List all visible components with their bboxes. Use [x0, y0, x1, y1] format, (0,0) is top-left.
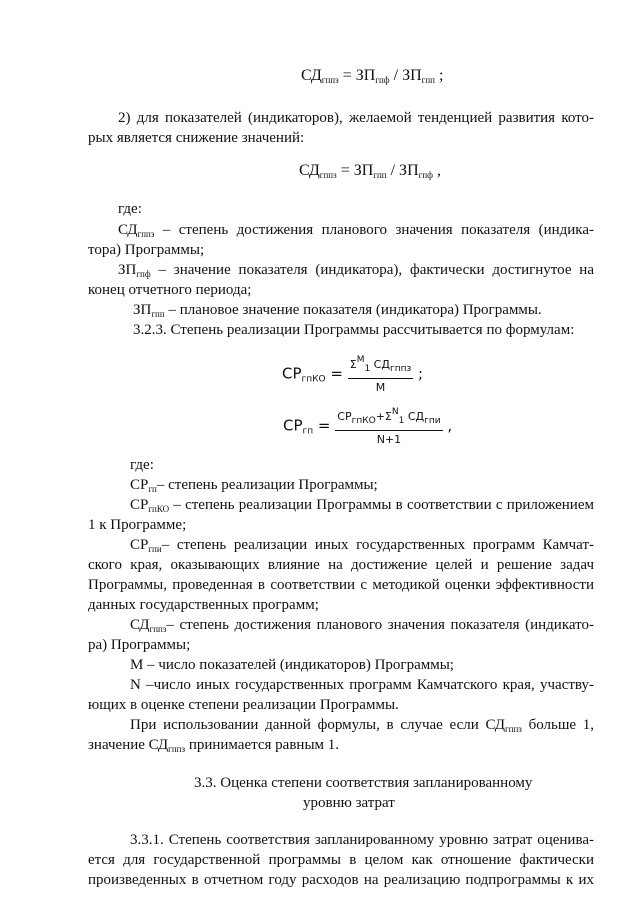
definition-n-line2: ющих в оценке степени реализации Программы. — [88, 697, 399, 713]
paragraph-3-2-3: 3.2.3. Степень реализации Программы рассчитывается по формулам: — [133, 322, 575, 338]
formula-cr-gp-fraction: $\frac{СР_{гпКО}+\Sigma^N_1 СД_{гпи}}{N+1}$ — [335, 404, 442, 448]
definition-sd-gppz-line2: ра) Программы; — [88, 637, 191, 653]
definition-sd-line2: тора) Программы; — [88, 242, 205, 258]
definition-cr-gpko-line1: $СР_{гпКО}$ – степень реализации Программы в соответствии с приложением — [130, 497, 594, 514]
paragraph-3-3-1-line1: 3.3.1. Степень соответствия запланированному уровню затрат оценива- — [130, 832, 594, 848]
formula-cr-gpko: $СР_{гпКО}$ = $\frac{\Sigma^M_1 СД_{гппз}}{M}$ ; — [282, 352, 423, 396]
paragraph-3-3-1-line3: произведенных в отчетном году расходов на реализацию подпрограммы к их — [88, 872, 594, 888]
definition-sd-gppz-line1: $СД_{гппз}-$ степень достижения планового значения показателя (индикато- — [130, 617, 594, 634]
paragraph-2-line2: рых является снижение значений: — [88, 130, 305, 146]
definition-cr-gp: $СР_{гп}-$ степень реализации Программы; — [130, 477, 378, 494]
paragraph-3-3-1-line2: ется для государственной программы в целом как отношение фактически — [88, 852, 594, 868]
definition-n-line1: N –число иных государственных программ Камчатского края, участву- — [130, 677, 594, 693]
definition-cr-gpi-line1: $СР_{гпи}-$ степень реализации иных государственных программ Камчат- — [130, 537, 594, 554]
formula-sd-inverse: $СД_{гппз} = ЗП_{гпп} / ЗП_{гпф}$ , — [299, 162, 441, 180]
section-3-3-title-line1: 3.3. Оценка степени соответствия запланированному — [194, 775, 533, 791]
definition-cr-gpi-line2: ского края, оказывающих влияние на достижение целей и решение задач — [88, 557, 594, 573]
definition-cr-gpi-line3: Программы, проведенная в соответствии с методикой оценки эффективности — [88, 577, 594, 593]
definition-sd-line1: $СД_{гппз}$ – степень достижения планового значения показателя (индика- — [118, 222, 594, 239]
note-line1: При использовании данной формулы, в случае если $СД_{гппз}$ больше 1, — [130, 717, 595, 734]
definition-cr-gpi-line4: данных государственных программ; — [88, 597, 319, 613]
definition-zpf-line1: $ЗП_{гпф}$ – значение показателя (индикатора), фактически достигнутое на — [118, 262, 594, 279]
definition-cr-gpko-line2: 1 к Программе; — [88, 517, 187, 533]
formula-cr-gpko-fraction: $\frac{\Sigma^M_1 СД_{гппз}}{M}$ — [348, 352, 414, 396]
definition-zpp: $ЗП_{гпп}$ – плановое значение показателя (индикатора) Программы. — [133, 302, 542, 319]
where-label-1: где: — [118, 201, 142, 217]
where-label-2: где: — [130, 457, 154, 473]
definition-m: М – число показателей (индикаторов) Программы; — [130, 657, 454, 673]
note-line2: значение $СД_{гппз}$ принимается равным 1. — [88, 737, 340, 754]
paragraph-2-line1: 2) для показателей (индикаторов), желаемой тенденцией развития кото- — [118, 110, 594, 126]
definition-zpf-line2: конец отчетного периода; — [88, 282, 252, 298]
formula-sd-direct: $СД_{гппз} = ЗП_{гпф} / ЗП_{гпп}$ ; — [301, 67, 444, 85]
section-3-3-title-line2: уровню затрат — [303, 795, 395, 811]
formula-cr-gp: $СР_{гп}$ = $\frac{СР_{гпКО}+\Sigma^N_1 СД_{гпи}}{N+1}$ , — [283, 404, 452, 448]
